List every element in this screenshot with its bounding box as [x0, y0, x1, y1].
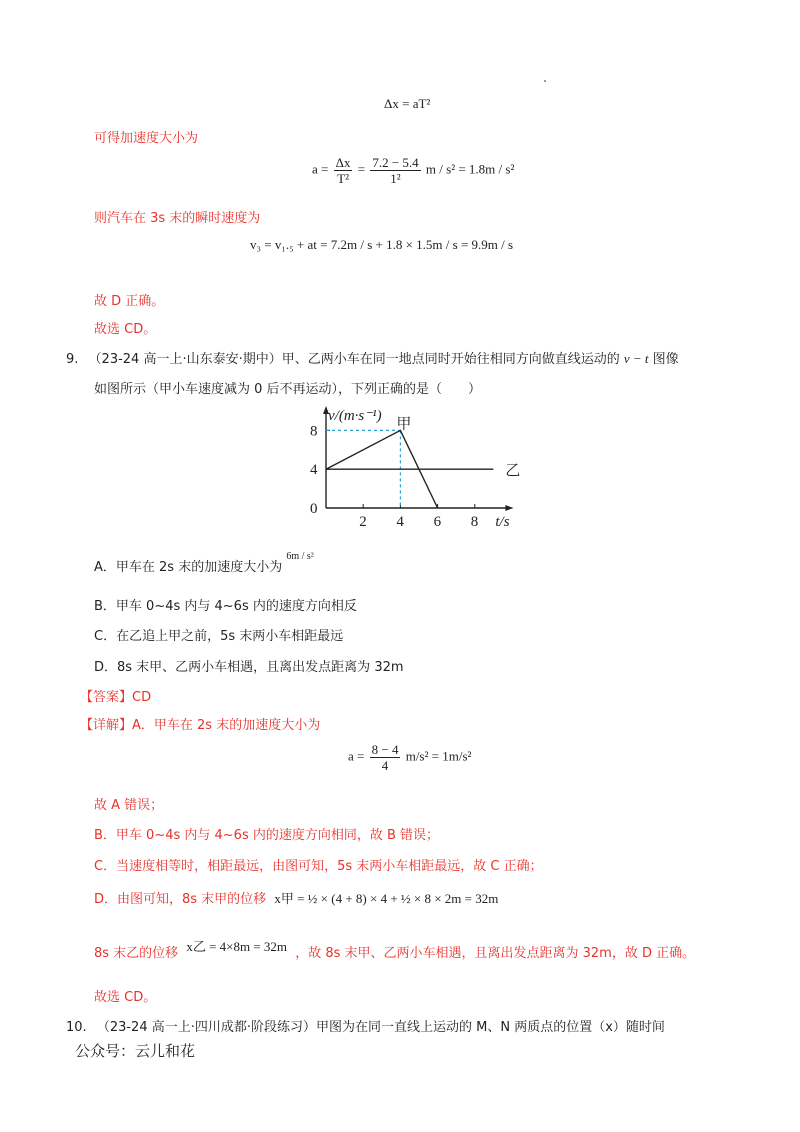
series-label-yi: 乙: [505, 461, 521, 480]
e-formula: x乙 = 4×8m = 32m: [186, 939, 288, 954]
question-number: 10.: [66, 1020, 87, 1035]
x-axis-arrow: [505, 505, 513, 511]
question-10-stem: 10. （23-24 高一上·四川成都·阶段练习）甲图为在同一直线上运动的 M、N 两质点的位置（x）随时间: [66, 1020, 665, 1035]
y-tick-label: 8: [310, 423, 318, 440]
detail-line-c: C．当速度相等时，相距最远，由图可知，5s 末两小车相距最远，故 C 正确；: [94, 859, 543, 874]
detail-line-e: 8s 末乙的位移 x乙 = 4×8m = 32m ，故 8s 末甲、乙两小车相遇，且离出发点距离为 32m，故 D 正确。: [94, 939, 696, 961]
x-tick-label: 4: [396, 514, 404, 530]
acceleration-intro: 可得加速度大小为: [94, 131, 199, 146]
a-wrong: 故 A 错误；: [94, 798, 164, 813]
d-formula: x甲 = ½ × (4 + 8) × 4 + ½ × 8 × 2m = 32m: [274, 891, 499, 906]
formula-velocity: v₃ = v₁.₅ + at = 7.2m / s + 1.8 × 1.5m / s = 9.9m / s: [250, 237, 514, 252]
y-tick-label: 4: [310, 462, 318, 479]
vt-chart: [296, 404, 536, 534]
option-b: B．甲车 0~4s 内与 4~6s 内的速度方向相反: [94, 599, 357, 614]
y-tick-label: 0: [310, 501, 318, 517]
question-number: 9.: [66, 352, 79, 367]
x-tick-label: 2: [359, 514, 367, 530]
option-a-value: 6m / s²: [286, 551, 314, 562]
x-axis-label: t/s: [495, 514, 510, 530]
y-axis-label: v/(m·s⁻¹): [328, 408, 382, 424]
choose-cd-prev: 故选 CD。: [94, 322, 157, 337]
answer-value: CD: [132, 690, 152, 705]
detail-line-a: 【详解】A．甲车在 2s 末的加速度大小为: [80, 718, 321, 733]
answer-label: 【答案】: [80, 690, 133, 705]
conclusion-d: 故 D 正确。: [94, 294, 165, 309]
choose-cd: 故选 CD。: [94, 990, 157, 1005]
detail-line-d: D．由图可知，8s 末甲的位移 x甲 = ½ × (4 + 8) × 4 + ½ × 8 × 2m = 32m: [94, 891, 499, 907]
detail-label: 【详解】: [80, 718, 133, 733]
option-a: A．甲车在 2s 末的加速度大小为 $^{6m / s^2}$: [94, 551, 314, 575]
question-9-stem-line1: 9. （23-24 高一上·山东泰安·期中）甲、乙两小车在同一地点同时开始往相同方向做直线运动的 v − t 图像: [66, 351, 679, 367]
x-tick-label: 8: [470, 514, 479, 530]
series-label-jia: 甲: [396, 414, 412, 433]
footer-wechat: 公众号：云儿和花: [75, 1042, 196, 1060]
question-9-stem-line2: 如图所示（甲小车速度减为 0 后不再运动），下列正确的是（ ）: [94, 382, 482, 397]
answer-line: [80, 686, 151, 705]
x-tick-label: 6: [433, 514, 442, 530]
velocity-intro: 则汽车在 3s 末的瞬时速度为: [94, 211, 261, 226]
formula-acceleration: a = $\frac{\Delta x}{\text{T²}}$ = $\frac{7.2 - 5.4}{\text{1²}}$ m / s² = 1.8m / s²: [312, 155, 515, 186]
option-d: D．8s 末甲、乙两小车相遇，且离出发点距离为 32m: [94, 660, 404, 675]
formula-a-detail: a = $\frac{8 - 4}{4}$ m/s² = 1m/s²: [348, 742, 472, 773]
option-c: C．在乙追上甲之前，5s 末两小车相距最远: [94, 629, 344, 644]
formula-delta-x: Δx = aT²: [384, 96, 431, 111]
detail-line-b: B．甲车 0~4s 内与 4~6s 内的速度方向相同，故 B 错误；: [94, 828, 440, 843]
stray-dot: [544, 80, 546, 82]
